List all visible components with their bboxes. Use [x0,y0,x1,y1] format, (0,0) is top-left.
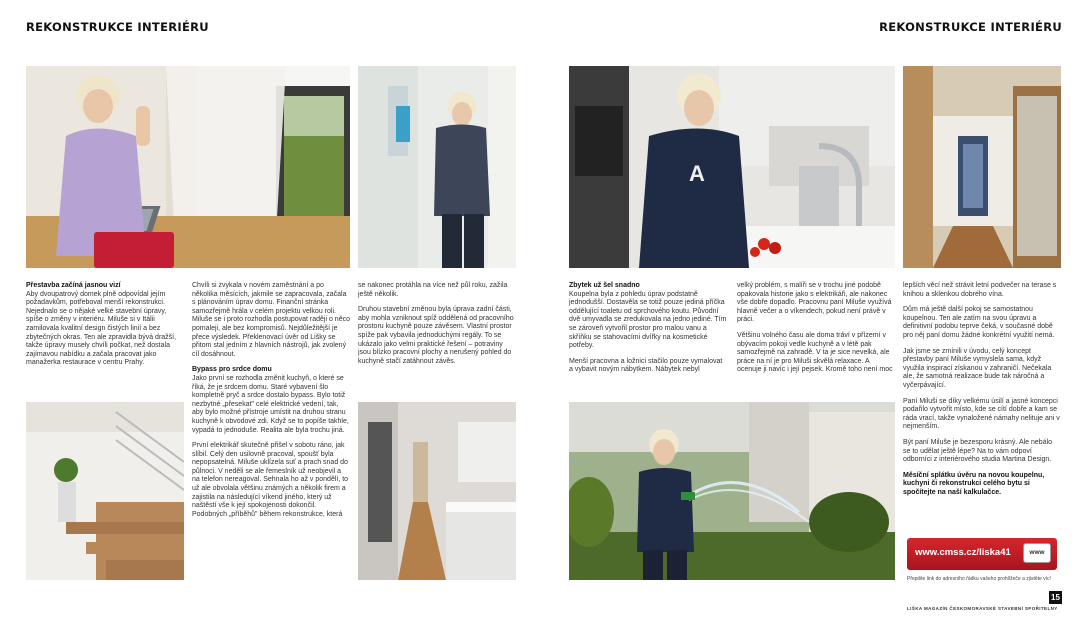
svg-text:A: A [689,161,705,186]
www-icon: www [1023,543,1051,563]
calculator-link-banner[interactable] [907,538,1057,570]
photo-woman-kitchen [569,66,895,268]
paragraph: Dům má ještě další pokoj se samostatnou koupelnou. Ten ale zatím na svou úpravu a definitivní podobu teprve čeká, v současné době pro něj paní domu žádné konkrétní využití nemá. [903,306,1055,339]
paragraph: Koupelna byla z pohledu úprav podstatně jednodušší. Dostavěla se totiž pouze jediná příčka oddělující toaletu od sprchového koutu. Původní dvě umyvadla se zredukovala na jedno jediné. Tím se zároveň vytvořil prostor pro malou vanu a skříňku se stahovacími dvířky na kosmetické potřeby. [569,290,727,350]
paragraph: velký problém, s malíři se v trochu jiné podobě opakovala historie jako s elektrikáři, ale nakonec vše dobře dopadlo. Pracovnu paní Miluše využívá hlavně večer a o víkendech, pokud není právě v práci. [737,282,892,324]
paragraph: Chvíli si zvykala v novém zaměstnání a po několika měsících, jakmile se zapracovala, začala s plánováním úprav domu. Finanční stránka samozřejmě hrála v celém projektu velkou roli. Miluše se i proto rozhodla postupovat raději o něco pomaleji, ale bez kompromisů. Nejdůležitější je přece výsledek. Překlenovací úvěr od Lišky se přitom stal jedním z hlavních nástrojů, jak zvolený cíl dosáhnout. [192,282,350,358]
paragraph: Být paní Miluše je bezesporu krásný. Ale nebálo se to udělat ještě lépe? Na to vám odpoví odborníci z interiérového studia Martina Design. [903,438,1053,464]
section-title-left: REKONSTRUKCE INTERIÉRU [26,20,209,34]
photo-staircase [26,402,184,580]
article-column-2 [192,282,350,526]
article-column-5 [737,282,895,382]
photo-kitchen-corridor [358,402,516,580]
photo-woman-garden [569,402,895,580]
subheading-rest: Zbytek už šel snadno [569,282,640,289]
footer-magazine-name: LIŠKA MAGAZÍN ČESKOMORAVSKÉ STAVEBNÍ SPOŘITELNY [907,606,1058,611]
section-title-right: REKONSTRUKCE INTERIÉRU [879,20,1062,34]
paragraph: První elektrikář skutečně přišel v sobotu ráno, jak slíbil. Celý den usilovně pracoval, spoušť byla nepopsatelná. Miluše uklízela suť a prach snad do půlnoci. V neděli se ale řemeslník už neobjevil a na telefon nereagoval. Sehnala ho až v pondělí, to už ale obvolala většinu známých a několik firem a zajistila na následující víkend jiného, který už naštěstí vše k její spokojenosti dokončil. Podobných „příběhů" během rekonstrukce, která [192,442,349,518]
paragraph: Jak jsme se zmínili v úvodu, celý koncept přestavby paní Miluše vymyslela sama, když využila inspirací získanou v zahraničí. Nečekala ale, že samotná realizace bude tak náročná a vyčerpávající. [903,347,1052,389]
subheading-bypass: Bypass pro srdce domu [192,366,272,374]
paragraph: Většinu volného času ale doma tráví v přízemí v obývacím pokoji vedle kuchyně a v létě pak samozřejmě na zahradě. V ta je sice nevelká, ale práce na ní je pro Miluši skvělá relaxace. A ocenuje ji navíc i její pejsek. Kromě toho není moc [737,331,893,374]
subheading-vision: Přestavba začíná jasnou vizí [26,282,121,289]
banner-url[interactable]: www.cmss.cz/liska41 [915,547,1011,558]
paragraph: Menší pracovna a ložnici stačilo pouze vymalovat a vybavit novým nábytkem. Nábytek nebyl [569,357,723,374]
article-column-1 [26,282,184,375]
page-number: 15 [1049,591,1062,604]
photo-woman-window-laptop [26,66,350,268]
article-column-6 [903,282,1061,504]
paragraph: lepších věcí než strávit letní podvečer na terase s knihou a sklenkou dobrého vína. [903,282,1057,298]
paragraph: Paní Miluši se díky velkému úsilí a jasné koncepci podařilo vytvořit místo, kde se cítí dobře a kam se ráda vrací, takže vynaložené námahy nelituje ani v nejmenším. [903,397,1060,431]
article-column-4 [569,282,727,382]
calculator-callout: Měsíční splátku úvěru na novou koupelnu, kuchyni či rekonstrukci celého bytu si spočítejte na naší kalkulačce. [903,471,1045,496]
paragraph: se nakonec protáhla na více než půl roku, zažila ještě několik. [358,282,508,298]
photo-woman-bathroom [358,66,516,268]
photo-hallway [903,66,1061,268]
paragraph: Jako první se rozhodla změnit kuchyň, o které se říká, že je srdcem domu. Staré vybavení šlo kompletně pryč a srdce dostalo bypass. Bylo totiž nezbytné „přesekat" celé elektrické vedení, tak, aby bylo možné přístroje umístit na druhou stranu kuchyně k obvodové zdi. Když se to popíše takhle, vypadá to jednoduše. Realita ale byla trochu jiná. [192,374,349,434]
paragraph: Aby dvoupatrový domek plně odpovídal jejím požadavkům, potřeboval menší rekonstrukci. Nejednalo se o nějaké velké stavební úpravy, spíše o změny v interiéru. Miluše si v Itálii zamilovala kvalitní design čistých linií a bez zbytečných okras. Ten ale zpravidla bývá dražší, takže úpravy musely chvíli počkat, než dostala zajímavou nabídku a začala pracovat jako manažerka restaurace v centru Prahy. [26,290,177,367]
banner-note: Přepište link do adresního řádku vašeho prohlížeče a zjistěte víc! [907,576,1051,582]
paragraph: Druhou stavební změnou byla úprava zadní části, aby mohla vzniknout spíž oddělená od pracovního prostoru kuchyně pouze závěsem. Vlastní prostor spíže pak vybavila jednoduchými regály. To se ukázalo jako velmi praktické řešení – potraviny jsou blízko pracovní plochy a nerušený pohled do kuchyně stačí zatáhnout závěs. [358,306,514,365]
article-column-3 [358,282,516,373]
